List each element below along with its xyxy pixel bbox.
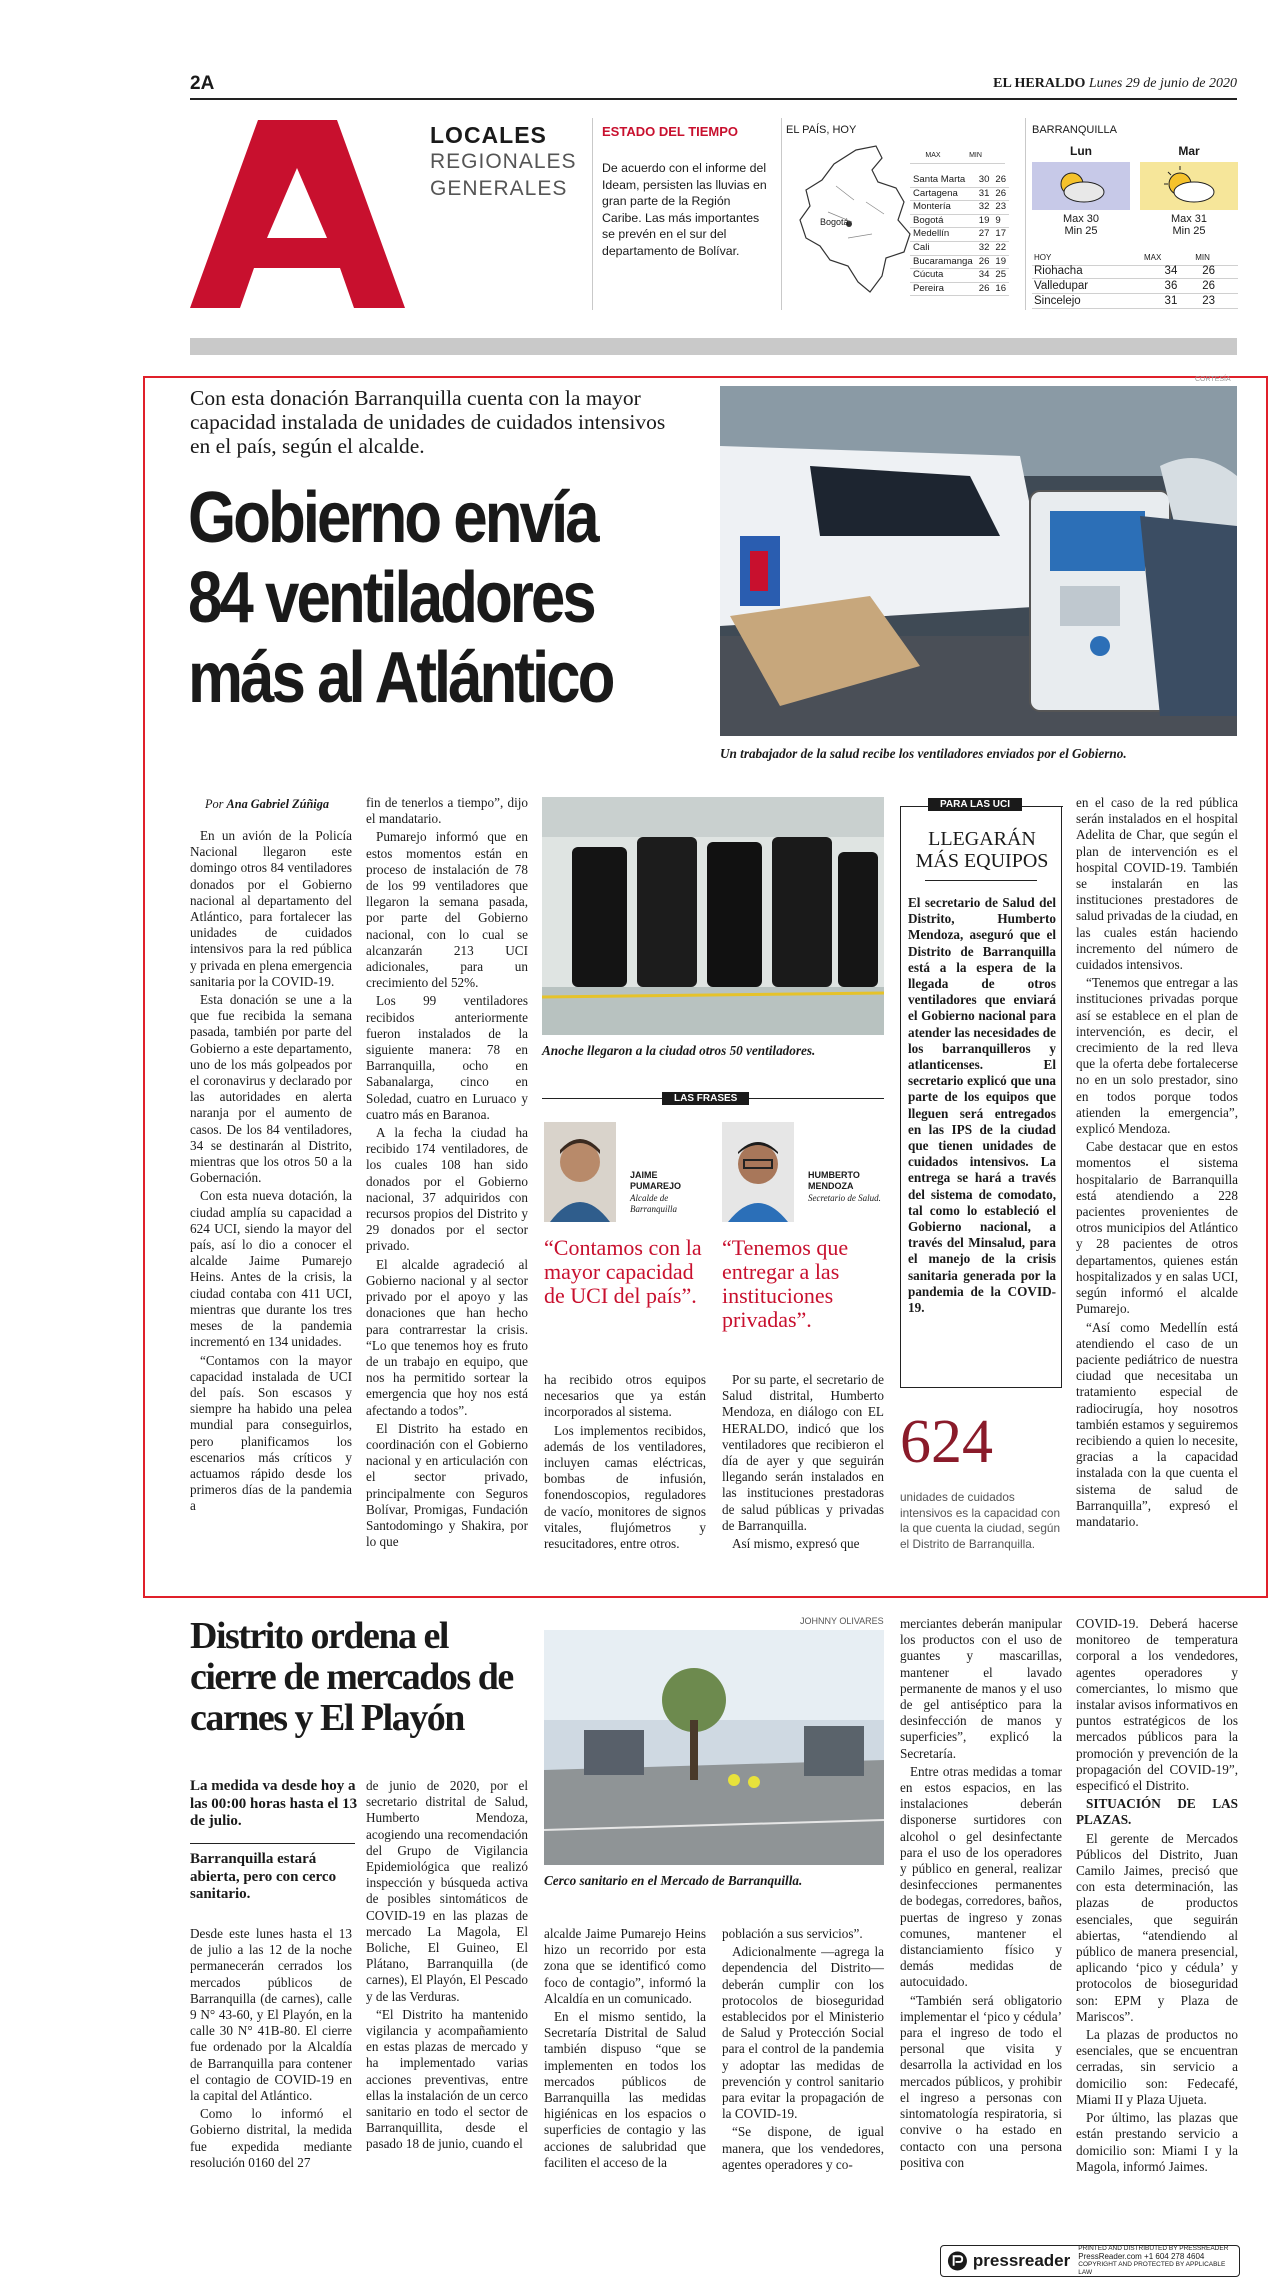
city-max: 19 <box>976 214 993 228</box>
market-photo-caption: Cerco sanitario en el Mercado de Barranquilla. <box>544 1873 803 1888</box>
pressreader-line3: COPYRIGHT AND PROTECTED BY APPLICABLE LAW <box>1078 2261 1226 2276</box>
article1-column4 <box>722 1372 884 1554</box>
country-title: EL PAÍS, HOY <box>786 124 857 136</box>
paragraph: alcalde Jaime Pumarejo Heins hizo un recorrido por esta zona que se identificó como foco de contagio”, informó la Alcaldía en un comunicado. <box>544 1926 706 2006</box>
region-row <box>1032 264 1238 279</box>
frases-title: LAS FRASES <box>662 1092 749 1105</box>
article1-column1 <box>190 828 352 1517</box>
pressreader-logo-icon <box>947 2250 968 2272</box>
market-photo <box>544 1630 884 1865</box>
city-name: Pereira <box>910 282 976 296</box>
city-min: 9 <box>992 214 1009 228</box>
paragraph: En el mismo sentido, la Secretaría Distrital de Salud también dispuso “que se implementen en todos los mercados públicos de Barranquilla las medidas higiénicas en los espacios o superficies de contagio y las acciones de salubridad que faciliten el acceso de la <box>544 2009 706 2170</box>
city-title: BARRANQUILLA <box>1032 124 1117 136</box>
region-min: 23 <box>1200 294 1238 309</box>
section-sub2: GENERALES <box>430 177 568 200</box>
vertical-divider <box>592 118 593 310</box>
paragraph: Desde este lunes hasta el 13 de julio a las 12 de la noche permanecerán cerrados los mercados públicos de Barranquilla (de carnes), calle 9 N° 43-60, y El Playón, en la calle 30 N° 41B-80. El cierre fue ordenado por la Alcaldía de Barranquilla para contener el contagio de COVID-19 en la capital del Atlántico. <box>190 1926 352 2104</box>
section-sub1: REGIONALES <box>430 150 577 173</box>
pressreader-brand: pressreader <box>972 2251 1071 2270</box>
day2-name: Mar <box>1178 144 1200 158</box>
paragraph: Los implementos recibidos, además de los ventiladores, incluyen camas eléctricas, bombas de infusión, fonendoscopios, reguladores de vacío, monitores de signos vitales, flujómetros y resucitadores, entre otros. <box>544 1422 706 1552</box>
quote1-name: JAIME PUMAREJO <box>630 1170 682 1191</box>
pressreader-lines <box>1078 2245 1233 2277</box>
city-max: 32 <box>976 201 993 215</box>
market-street-image <box>544 1630 884 1865</box>
region-max: 36 <box>1163 279 1201 294</box>
pumarejo-portrait <box>544 1122 616 1222</box>
pressreader-line1: PRINTED AND DISTRIBUTED BY PRESSREADER <box>1078 2245 1229 2252</box>
article1-column2 <box>366 795 528 1552</box>
info-box-title-rule <box>925 880 1037 881</box>
ventilators-photo-caption: Anoche llegaron a la ciudad otros 50 ventiladores. <box>542 1043 816 1058</box>
paragraph: A la fecha la ciudad ha recibido 174 ventiladores, de los cuales 108 han sido donados por el Gobierno nacional, 37 adquiridos con recursos propios del Distrito y 29 donados por el sector privado. <box>366 1125 528 1254</box>
city-row <box>910 255 1009 269</box>
big-number-text: unidades de cuidados intensivos es la capacidad con la que cuenta la ciudad, según el Distrito de Barranquilla. <box>900 1490 1061 1551</box>
mendoza-avatar <box>722 1122 794 1222</box>
city-min: 25 <box>992 269 1009 283</box>
masthead-paper: EL HERALDO <box>993 76 1086 91</box>
city-name: Bogotá <box>910 214 976 228</box>
paragraph: “También será obligatorio implementar el ‘pico y cédula’ para el ingreso de todo el personal que visita y desarrolla la actividad en los mercados públicos, y prohibir el ingreso a personas con sintomatología respiratoria, si convive o ha estado en contacto con una persona positiva con <box>900 1992 1062 2170</box>
headline-line3: más al Atlántico <box>188 638 613 718</box>
city-max: 31 <box>976 187 993 201</box>
headline-line2: 84 ventiladores <box>188 558 594 638</box>
article1-kicker: Con esta donación Barranquilla cuenta con la mayor capacidad instalada de unidades de cuidados intensivos en el país, según el alcalde. <box>190 386 666 458</box>
vertical-divider-3 <box>1025 118 1026 310</box>
partly-cloudy-icon <box>1032 162 1130 210</box>
article2-headline: Distrito ordena el cierre de mercados de carnes y El Playón <box>190 1615 513 1739</box>
paragraph: población a sus servicios”. <box>722 1926 863 1941</box>
wrapped-ventilators-image <box>542 797 884 1035</box>
city-row <box>910 214 1009 228</box>
paragraph: ha recibido otros equipos necesarios que ya están incorporados al sistema. <box>544 1372 706 1420</box>
city-name: Cali <box>910 241 976 255</box>
city-row <box>910 228 1009 242</box>
paragraph: Por último, las plazas que están prestando servicio a domicilio son: Miami I y la Magola, informó Jaimes. <box>1076 2110 1238 2174</box>
city-min: 22 <box>992 241 1009 255</box>
section-name: LOCALES <box>430 122 547 148</box>
paragraph: El Distrito ha estado en coordinación con el Gobierno nacional y en articulación con el sector privado, principalmente con Seguros Bolívar, Promigas, Fundación Santodomingo y Shakira, por lo que <box>366 1420 528 1550</box>
pumarejo-avatar <box>544 1122 616 1222</box>
city-name: Medellín <box>910 228 976 242</box>
paragraph: Por su parte, el secretario de Salud distrital, Humberto Mendoza, en diálogo con EL HERALDO, indicó que los ventiladores que recibieron el día de ayer y que seguirán llegando serán instalados en las instituciones prestadoras de salud públicas y privadas de Barranquilla. <box>722 1372 884 1533</box>
day2-min: Min 25 <box>1172 225 1206 237</box>
section-letter-logo <box>190 120 405 308</box>
article1-headline <box>188 478 644 718</box>
city-min: 26 <box>992 174 1009 187</box>
main-photo <box>720 386 1237 736</box>
main-photo-caption: Un trabajador de la salud recibe los ventiladores enviados por el Gobierno. <box>720 746 1127 761</box>
article2-sub1: La medida va desde hoy a las 00:00 horas hasta el 13 de julio. <box>190 1778 358 1829</box>
page-number: 2A <box>190 73 215 94</box>
article2-column4 <box>722 1926 884 2175</box>
city-row <box>910 241 1009 255</box>
city-max: 26 <box>976 282 993 296</box>
article2-column1 <box>190 1926 352 2173</box>
header-rule <box>190 98 1237 100</box>
city-max: 27 <box>976 228 993 242</box>
day2-panel <box>1140 162 1238 210</box>
paragraph: La plazas de productos no esenciales, que se encuentran cerradas, sin servicio a domicilio son: Fedecafé, Miami II y Plaza Ujueta. <box>1076 2027 1238 2107</box>
paragraph: Entre otras medidas a tomar en estos espacios, en las instalaciones deberán disponerse surtidores con alcohol o gel desinfectante para el uso de los operadores y público en general, realizar desinfecciones permanentes de bodegas, corredores, baños, puertas de ingreso y zonas comunes, mantener el distanciamiento físico y demás medidas de autocuidado. <box>900 1763 1062 1990</box>
region-name: Riohacha <box>1032 264 1163 279</box>
byline-prefix: Por <box>205 797 224 811</box>
mendoza-portrait <box>722 1122 794 1222</box>
city-row <box>910 174 1009 187</box>
paragraph: en el caso de la red pública serán instalados en el hospital Adelita de Char, que según el plan de intervención es el hospital COVID-19. También se instalarán en las instituciones prestadores de salud privadas de la ciudad, en las cuales están haciendo incremento del número de cuidados intensivos. <box>1076 795 1238 973</box>
region-max: 31 <box>1163 294 1201 309</box>
paragraph: “El Distrito ha mantenido vigilancia y acompañamiento en estas plazas de mercado y ha implementado varias acciones preventivas, entre ellas la instalación de un cerco sanitario en todo el sector de Barranquillita, desde el pasado 18 de junio, cuando el <box>366 2006 528 2152</box>
forecast-day1 <box>1032 144 1130 242</box>
article2-column2 <box>366 1778 528 2155</box>
region-row <box>1032 294 1238 309</box>
city-max: 34 <box>976 269 993 283</box>
day1-max: Max 30 <box>1062 213 1100 225</box>
article2-column6 <box>1076 1616 1238 2177</box>
city-row <box>910 201 1009 215</box>
paragraph <box>1076 1796 1238 1828</box>
region-table <box>1032 264 1238 309</box>
paragraph: Adicionalmente —agrega la dependencia del Distrito— deberán cumplir con los protocolos de bioseguridad establecidos por el Ministerio de Salud y Protección Social para el control de la pandemia y adoptar las medidas de prevención y control sanitario para evitar la propagación de la COVID-19. <box>722 1944 884 2122</box>
city-min: 16 <box>992 282 1009 296</box>
article2-column3 <box>544 1926 706 2173</box>
article2-sub2: Barranquilla estará abierta, pero con cerco sanitario. <box>190 1851 337 1902</box>
city-row <box>910 269 1009 283</box>
city-row <box>910 282 1009 296</box>
article2-column5 <box>900 1616 1062 2173</box>
info-box-label: PARA LAS UCI <box>928 798 1022 811</box>
cities-table <box>910 174 1009 296</box>
section-heading: SITUACIÓN DE LAS PLAZAS. <box>1076 1796 1238 1828</box>
map-label-bogota: Bogotá <box>820 217 849 227</box>
city-min: 23 <box>992 201 1009 215</box>
day1-min: Min 25 <box>1064 225 1098 237</box>
pressreader-line2: PressReader.com +1 604 278 4604 <box>1078 2252 1205 2261</box>
city-name: Santa Marta <box>910 174 976 187</box>
gray-band <box>190 338 1237 355</box>
weather-state-text: De acuerdo con el informe del Ideam, persisten las lluvias en gran parte de la Región Caribe. Las más importantes se prevén en el sur del departamento de Bolívar. <box>602 161 767 258</box>
sunny-cloudy-icon <box>1140 162 1238 210</box>
headline-line1: Gobierno envía <box>188 478 597 558</box>
city-max: 30 <box>976 174 993 187</box>
article2-photo-credit: JOHNNY OLIVARES <box>800 1616 884 1626</box>
info-box-title: LLEGARÁN MÁS EQUIPOS <box>915 828 1049 872</box>
article1-column3 <box>544 1372 706 1554</box>
region-name: Valledupar <box>1032 279 1163 294</box>
paragraph: En un avión de la Policía Nacional llegaron este domingo otros 84 ventiladores donados por el Gobierno nacional al departamento del Atlántico, para fortalecer las unidades de cuidados intensivos para la red pública y privada en plena emergencia sanitaria por la COVID-19. <box>190 828 352 989</box>
paragraph: Los 99 ventiladores recibidos anteriormente fueron instalados de la siguiente manera: 78 en Barranquilla, ocho en Sabanalarga, cinco en Soledad, cuatro en Luruaco y cuatro más en Baranoa. <box>366 993 528 1122</box>
day2-max: Max 31 <box>1170 213 1208 225</box>
paragraph: Así mismo, expresó que <box>732 1536 860 1552</box>
article2-sub-rule <box>190 1843 355 1844</box>
ambulance-ventilator-image <box>720 386 1237 736</box>
city-max: 32 <box>976 241 993 255</box>
quote2-role: Secretario de Salud. <box>808 1193 881 1203</box>
paragraph: El alcalde agradeció al Gobierno nacional y al sector privado por el apoyo y las donaciones que han hecho para contrarrestar la crisis. “Lo que tenemos hoy es fruto de un trabajo en equipo, que nos ha permitido sortear la emergencia que hoy nos está afectando a todos”. <box>366 1256 528 1418</box>
main-photo-credit: CORTESÍA <box>1195 376 1231 383</box>
paragraph: Esta donación se une a la que fue recibida la semana pasada, también por parte del Gobierno a este departamento, uno de los más golpeados por el coronavirus y declarado por las autoridades en alerta naranja por el aumento de casos. De los 84 ventiladores, 34 se destinarán al Distrito, mientras que los otros 50 a la Gobernación. <box>190 992 352 1186</box>
quote2-text: “Tenemos que entregar a las instituciones privadas”. <box>722 1235 849 1332</box>
article1-column6 <box>1076 795 1238 1532</box>
city-name: Cartagena <box>910 187 976 201</box>
quote2-name: HUMBERTO MENDOZA <box>808 1170 860 1191</box>
paragraph: Cabe destacar que en estos momentos el sistema hospitalario de Barranquilla está atendiendo a 228 pacientes provenientes de otros municipios del Atlántico y 28 pacientes de otros departamentos, quienes están hospitalizados y en salas UCI, según informó el alcalde Pumarejo. <box>1076 1139 1238 1317</box>
paragraph: merciantes deberán manipular los productos con el uso de guantes y mascarillas, mantener el lavado permanente de manos y el uso de gel antiséptico para la desinfección de manos y superficies”, explicó la Secretaría. <box>900 1616 1062 1761</box>
byline <box>205 797 329 812</box>
region-row <box>1032 279 1238 294</box>
city-min: 17 <box>992 228 1009 242</box>
region-max: 34 <box>1163 264 1201 279</box>
day1-name: Lun <box>1070 144 1092 158</box>
city-row <box>910 187 1009 201</box>
region-min: 26 <box>1200 264 1238 279</box>
forecast-day2 <box>1140 144 1238 242</box>
paragraph: Pumarejo informó que en estos momentos están en proceso de instalación de 78 de los 99 ventiladores que llegaron la semana pasada, por parte del Gobierno nacional, con lo cual se alcanzarán 213 UCI adicionales, para un crecimiento del 52%. <box>366 829 528 991</box>
paragraph: “Así como Medellín está atendiendo el caso de un paciente pediátrico de nuestra ciudad que necesitaba un tratamiento especial de radiocirugía, hoy nosotros también estamos y seguiremos recibiendo a quien lo necesite, gracias a la capacidad instalada con la que cuenta el sistema de salud de Barranquilla”, expresó el mandatario. <box>1076 1319 1238 1529</box>
byline-name: Ana Gabriel Zúñiga <box>226 797 330 811</box>
pressreader-badge[interactable] <box>940 2245 1240 2277</box>
city-name: Montería <box>910 201 976 215</box>
paragraph: Como lo informó el Gobierno distrital, la medida fue expedida mediante resolución 0160 del 27 <box>190 2106 352 2170</box>
paragraph: “Tenemos que entregar a las instituciones privadas porque así se establece en el plan de intervención, es decir, el crecimiento de la red lleva que la oferta debe fortalecerse no en un solo prestador, sino en todos porque todos atienden la emergencia”, explicó Mendoza. <box>1076 975 1238 1137</box>
colombia-map-icon <box>786 142 916 302</box>
day1-panel <box>1032 162 1130 210</box>
city-name: Cúcuta <box>910 269 976 283</box>
country-weather-table: MAX MIN <box>910 150 1005 164</box>
ventilators-photo <box>542 797 884 1035</box>
city-min: 26 <box>992 187 1009 201</box>
city-name: Bucaramanga <box>910 255 976 269</box>
quote1-text: “Contamos con la mayor capacidad de UCI del país”. <box>544 1235 702 1308</box>
masthead <box>993 76 1237 92</box>
region-name: Sincelejo <box>1032 294 1163 309</box>
city-min: 19 <box>992 255 1009 269</box>
paragraph: “Contamos con la mayor capacidad instalada de UCI del país. Son escasos y siempre ha habido una pelea mundial para conseguirlos, pero planificamos los escenarios más críticos y actuamos rápido desde los primeros días de la pandemia a <box>190 1352 352 1514</box>
paragraph: COVID-19. Deberá hacerse monitoreo de temperatura corporal a los vendedores, agentes operadores y comerciantes, lo mismo que instalar avisos informativos en puntos estratégicos de los mercados públicos para la promoción y prevención de la propagación del COVID-19”, especificó el Distrito. <box>1076 1616 1238 1794</box>
paragraph: Con esta nueva dotación, la ciudad amplía su capacidad a 624 UCI, siendo la mayor del país, así lo dio a conocer el alcalde Jaime Pumarejo Heins. Antes de la crisis, la ciudad contaba con 411 UCI, mientras que durante los tres meses de la pandemia incrementó en 134 unidades. <box>190 1188 352 1350</box>
big-number: 624 <box>900 1408 993 1476</box>
vertical-divider-2 <box>781 118 782 310</box>
city-max: 26 <box>976 255 993 269</box>
paragraph: El gerente de Mercados Públicos del Distrito, Juan Camilo Jaimes, precisó que con esta determinación, las plazas de productos esenciales, que seguirán abiertas, “atendiendo al público de manera presencial, aplicando ‘pico y cédula’ y protocolos de bioseguridad son: EPM y Plaza de Mariscos”. <box>1076 1830 1238 2024</box>
paragraph: fin de tenerlos a tiempo”, dijo el mandatario. <box>366 795 528 827</box>
weather-state-title: ESTADO DEL TIEMPO <box>602 124 739 139</box>
section-a-icon <box>190 120 405 308</box>
quote1-role: Alcalde de Barranquilla <box>630 1193 678 1214</box>
region-table-header: HOY MAX MIN <box>1032 251 1238 266</box>
masthead-date: Lunes 29 de junio de 2020 <box>1088 76 1237 91</box>
region-min: 26 <box>1200 279 1238 294</box>
paragraph: de junio de 2020, por el secretario distrital de Salud, Humberto Mendoza, acogiendo una recomendación del Grupo de Vigilancia Epidemiológica que realizó inspección y búsqueda activa de posibles sintomáticos de COVID-19 en las plazas de mercado La Magola, El Boliche, El Guineo, El Plátano, Barranquilla (de carnes), El Playón, El Pescado y de las Verduras. <box>366 1778 528 2004</box>
info-box-text: El secretario de Salud del Distrito, Humberto Mendoza, aseguró que el Distrito de Barranquilla está a la espera de la llegada de otros ventiladores que enviará el Gobierno nacional para atender las necesidades de los barranquilleros y atlanticenses. El secretario explicó que una parte de los equipos que lleguen será entregados en las IPS de la ciudad que tienen unidades de cuidados intensivos. La entrega se hará a través del sistema de comodato, tal como lo estableció el Gobierno nacional, a través del Minsalud, para el manejo de la crisis sanitaria generada por la pandemia de la COVID-19. <box>908 895 1056 1316</box>
paragraph: “Se dispone, de igual manera, que los vendedores, agentes operadores y co- <box>722 2124 884 2172</box>
